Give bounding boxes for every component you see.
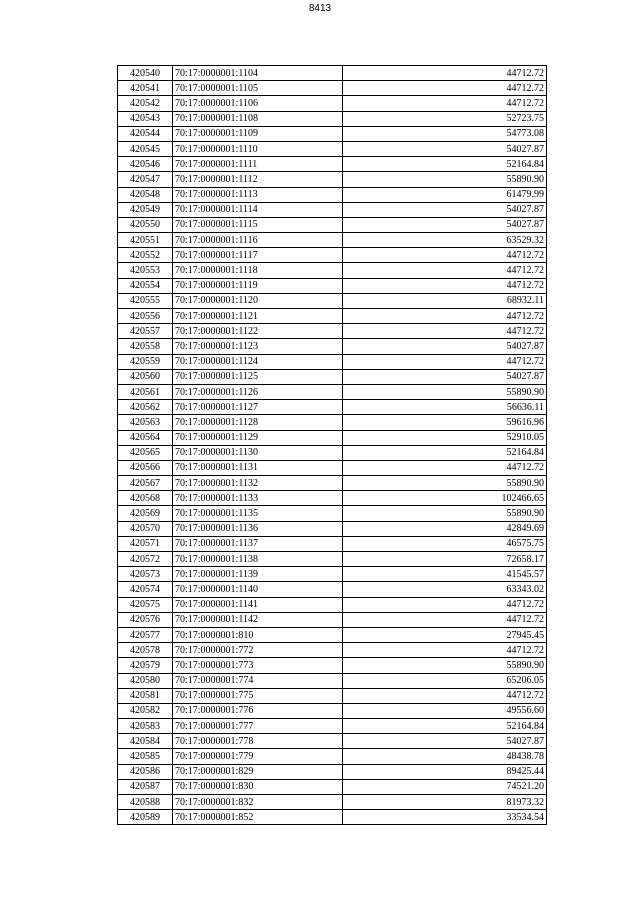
row-number-cell: 420561: [118, 384, 173, 399]
cadastral-number-cell: 70:17:0000001:775: [173, 688, 343, 703]
table-row: [118, 612, 547, 627]
table-row: [118, 552, 547, 567]
row-number-cell: 420586: [118, 764, 173, 779]
row-number-cell: 420543: [118, 111, 173, 126]
row-number-cell: 420580: [118, 673, 173, 688]
value-cell: 55890.90: [343, 506, 547, 521]
cadastral-number-cell: 70:17:0000001:1141: [173, 597, 343, 612]
row-number-cell: 420542: [118, 96, 173, 111]
table-row: [118, 643, 547, 658]
table-row: [118, 764, 547, 779]
value-cell: 42849.69: [343, 521, 547, 536]
table-row: [118, 491, 547, 506]
value-cell: 54027.87: [343, 339, 547, 354]
table-row: [118, 567, 547, 582]
value-cell: 44712.72: [343, 460, 547, 475]
value-cell: 44712.72: [343, 96, 547, 111]
value-cell: 54027.87: [343, 217, 547, 232]
value-cell: 68932.11: [343, 293, 547, 308]
cadastral-number-cell: 70:17:0000001:1140: [173, 582, 343, 597]
value-cell: 89425.44: [343, 764, 547, 779]
cadastral-number-cell: 70:17:0000001:773: [173, 658, 343, 673]
row-number-cell: 420565: [118, 445, 173, 460]
row-number-cell: 420584: [118, 734, 173, 749]
table-row: [118, 187, 547, 202]
table-row: [118, 749, 547, 764]
table-row: [118, 627, 547, 642]
table-row: [118, 430, 547, 445]
row-number-cell: 420540: [118, 66, 173, 81]
value-cell: 54773.08: [343, 126, 547, 141]
value-cell: 56636.11: [343, 400, 547, 415]
table-row: [118, 202, 547, 217]
table-row: [118, 354, 547, 369]
row-number-cell: 420587: [118, 779, 173, 794]
table-row: [118, 719, 547, 734]
value-cell: 59616.96: [343, 415, 547, 430]
row-number-cell: 420572: [118, 552, 173, 567]
table-row: [118, 96, 547, 111]
row-number-cell: 420546: [118, 157, 173, 172]
row-number-cell: 420570: [118, 521, 173, 536]
row-number-cell: 420552: [118, 248, 173, 263]
cadastral-number-cell: 70:17:0000001:1106: [173, 96, 343, 111]
cadastral-number-cell: 70:17:0000001:1109: [173, 126, 343, 141]
value-cell: 74521.20: [343, 779, 547, 794]
table-row: [118, 688, 547, 703]
value-cell: 27945.45: [343, 627, 547, 642]
cadastral-number-cell: 70:17:0000001:772: [173, 643, 343, 658]
cadastral-number-cell: 70:17:0000001:830: [173, 779, 343, 794]
table-row: [118, 795, 547, 810]
row-number-cell: 420588: [118, 795, 173, 810]
cadastral-number-cell: 70:17:0000001:1125: [173, 369, 343, 384]
row-number-cell: 420562: [118, 400, 173, 415]
cadastral-number-cell: 70:17:0000001:1114: [173, 202, 343, 217]
value-cell: 54027.87: [343, 734, 547, 749]
value-cell: 55890.90: [343, 476, 547, 491]
value-cell: 65206.05: [343, 673, 547, 688]
cadastral-number-cell: 70:17:0000001:1120: [173, 293, 343, 308]
cadastral-number-cell: 70:17:0000001:1129: [173, 430, 343, 445]
table-row: [118, 278, 547, 293]
value-cell: 54027.87: [343, 141, 547, 156]
table-row: [118, 324, 547, 339]
table-row: [118, 658, 547, 673]
row-number-cell: 420585: [118, 749, 173, 764]
value-cell: 44712.72: [343, 81, 547, 96]
cadastral-number-cell: 70:17:0000001:852: [173, 810, 343, 825]
row-number-cell: 420583: [118, 719, 173, 734]
value-cell: 54027.87: [343, 202, 547, 217]
cadastral-number-cell: 70:17:0000001:1139: [173, 567, 343, 582]
cadastral-number-cell: 70:17:0000001:1124: [173, 354, 343, 369]
cadastral-number-cell: 70:17:0000001:777: [173, 719, 343, 734]
table-row: [118, 111, 547, 126]
row-number-cell: 420541: [118, 81, 173, 96]
cadastral-number-cell: 70:17:0000001:829: [173, 764, 343, 779]
value-cell: 44712.72: [343, 354, 547, 369]
table-row: [118, 172, 547, 187]
row-number-cell: 420555: [118, 293, 173, 308]
table-row: [118, 66, 547, 81]
row-number-cell: 420551: [118, 233, 173, 248]
value-cell: 33534.54: [343, 810, 547, 825]
value-cell: 55890.90: [343, 172, 547, 187]
cadastral-number-cell: 70:17:0000001:1122: [173, 324, 343, 339]
row-number-cell: 420589: [118, 810, 173, 825]
value-cell: 41545.57: [343, 567, 547, 582]
value-cell: 44712.72: [343, 597, 547, 612]
cadastral-number-cell: 70:17:0000001:1131: [173, 460, 343, 475]
page-number: 8413: [308, 3, 332, 14]
table-row: [118, 673, 547, 688]
value-cell: 52164.84: [343, 157, 547, 172]
row-number-cell: 420573: [118, 567, 173, 582]
row-number-cell: 420581: [118, 688, 173, 703]
cadastral-number-cell: 70:17:0000001:1138: [173, 552, 343, 567]
cadastral-number-cell: 70:17:0000001:1130: [173, 445, 343, 460]
cadastral-number-cell: 70:17:0000001:1133: [173, 491, 343, 506]
table-row: [118, 248, 547, 263]
table-row: [118, 597, 547, 612]
cadastral-number-cell: 70:17:0000001:832: [173, 795, 343, 810]
value-cell: 44712.72: [343, 263, 547, 278]
table-row: [118, 157, 547, 172]
row-number-cell: 420568: [118, 491, 173, 506]
table-row: [118, 126, 547, 141]
cadastral-number-cell: 70:17:0000001:1128: [173, 415, 343, 430]
value-cell: 44712.72: [343, 66, 547, 81]
row-number-cell: 420579: [118, 658, 173, 673]
table-row: [118, 233, 547, 248]
row-number-cell: 420548: [118, 187, 173, 202]
cadastral-number-cell: 70:17:0000001:1111: [173, 157, 343, 172]
row-number-cell: 420578: [118, 643, 173, 658]
value-cell: 48438.78: [343, 749, 547, 764]
table-row: [118, 263, 547, 278]
cadastral-number-cell: 70:17:0000001:1110: [173, 141, 343, 156]
value-cell: 44712.72: [343, 612, 547, 627]
cadastral-number-cell: 70:17:0000001:1104: [173, 66, 343, 81]
table-row: [118, 81, 547, 96]
cadastral-number-cell: 70:17:0000001:1121: [173, 309, 343, 324]
table-row: [118, 521, 547, 536]
table-row: [118, 810, 547, 825]
table-row: [118, 476, 547, 491]
value-cell: 44712.72: [343, 643, 547, 658]
row-number-cell: 420558: [118, 339, 173, 354]
row-number-cell: 420550: [118, 217, 173, 232]
row-number-cell: 420566: [118, 460, 173, 475]
value-cell: 52910.05: [343, 430, 547, 445]
cadastral-number-cell: 70:17:0000001:1117: [173, 248, 343, 263]
table-row: [118, 536, 547, 551]
value-cell: 63343.02: [343, 582, 547, 597]
value-cell: 44712.72: [343, 248, 547, 263]
table-row: [118, 460, 547, 475]
cadastral-number-cell: 70:17:0000001:774: [173, 673, 343, 688]
row-number-cell: 420553: [118, 263, 173, 278]
cadastral-number-cell: 70:17:0000001:1108: [173, 111, 343, 126]
cadastral-number-cell: 70:17:0000001:1135: [173, 506, 343, 521]
cadastral-number-cell: 70:17:0000001:1118: [173, 263, 343, 278]
row-number-cell: 420577: [118, 627, 173, 642]
cadastral-number-cell: 70:17:0000001:1112: [173, 172, 343, 187]
cadastral-number-cell: 70:17:0000001:1142: [173, 612, 343, 627]
value-cell: 44712.72: [343, 309, 547, 324]
cadastral-number-cell: 70:17:0000001:1123: [173, 339, 343, 354]
row-number-cell: 420567: [118, 476, 173, 491]
table-row: [118, 779, 547, 794]
value-cell: 72658.17: [343, 552, 547, 567]
data-table: [117, 65, 547, 825]
cadastral-number-cell: 70:17:0000001:779: [173, 749, 343, 764]
table-row: [118, 506, 547, 521]
cadastral-number-cell: 70:17:0000001:778: [173, 734, 343, 749]
cadastral-number-cell: 70:17:0000001:1105: [173, 81, 343, 96]
value-cell: 61479.99: [343, 187, 547, 202]
table-row: [118, 734, 547, 749]
cadastral-number-cell: 70:17:0000001:1136: [173, 521, 343, 536]
table-row: [118, 582, 547, 597]
table-row: [118, 703, 547, 718]
table-row: [118, 339, 547, 354]
value-cell: 44712.72: [343, 688, 547, 703]
cadastral-number-cell: 70:17:0000001:1113: [173, 187, 343, 202]
value-cell: 81973.32: [343, 795, 547, 810]
row-number-cell: 420549: [118, 202, 173, 217]
value-cell: 55890.90: [343, 384, 547, 399]
row-number-cell: 420560: [118, 369, 173, 384]
value-cell: 52723.75: [343, 111, 547, 126]
table-row: [118, 369, 547, 384]
row-number-cell: 420556: [118, 309, 173, 324]
row-number-cell: 420544: [118, 126, 173, 141]
value-cell: 49556.60: [343, 703, 547, 718]
row-number-cell: 420563: [118, 415, 173, 430]
table-body: [118, 66, 547, 825]
row-number-cell: 420576: [118, 612, 173, 627]
cadastral-number-cell: 70:17:0000001:1119: [173, 278, 343, 293]
row-number-cell: 420564: [118, 430, 173, 445]
value-cell: 46575.75: [343, 536, 547, 551]
row-number-cell: 420554: [118, 278, 173, 293]
table-row: [118, 293, 547, 308]
row-number-cell: 420569: [118, 506, 173, 521]
value-cell: 44712.72: [343, 278, 547, 293]
row-number-cell: 420545: [118, 141, 173, 156]
value-cell: 52164.84: [343, 719, 547, 734]
value-cell: 63529.32: [343, 233, 547, 248]
row-number-cell: 420571: [118, 536, 173, 551]
value-cell: 55890.90: [343, 658, 547, 673]
row-number-cell: 420582: [118, 703, 173, 718]
value-cell: 102466.65: [343, 491, 547, 506]
row-number-cell: 420574: [118, 582, 173, 597]
cadastral-number-cell: 70:17:0000001:1116: [173, 233, 343, 248]
table-row: [118, 141, 547, 156]
table-row: [118, 217, 547, 232]
table-row: [118, 400, 547, 415]
row-number-cell: 420559: [118, 354, 173, 369]
cadastral-number-cell: 70:17:0000001:1126: [173, 384, 343, 399]
table-row: [118, 309, 547, 324]
row-number-cell: 420557: [118, 324, 173, 339]
cadastral-number-cell: 70:17:0000001:1137: [173, 536, 343, 551]
row-number-cell: 420547: [118, 172, 173, 187]
value-cell: 54027.87: [343, 369, 547, 384]
value-cell: 44712.72: [343, 324, 547, 339]
table-row: [118, 415, 547, 430]
cadastral-number-cell: 70:17:0000001:1115: [173, 217, 343, 232]
cadastral-number-cell: 70:17:0000001:776: [173, 703, 343, 718]
cadastral-number-cell: 70:17:0000001:810: [173, 627, 343, 642]
value-cell: 52164.84: [343, 445, 547, 460]
table-row: [118, 445, 547, 460]
table-row: [118, 384, 547, 399]
cadastral-number-cell: 70:17:0000001:1132: [173, 476, 343, 491]
row-number-cell: 420575: [118, 597, 173, 612]
cadastral-number-cell: 70:17:0000001:1127: [173, 400, 343, 415]
